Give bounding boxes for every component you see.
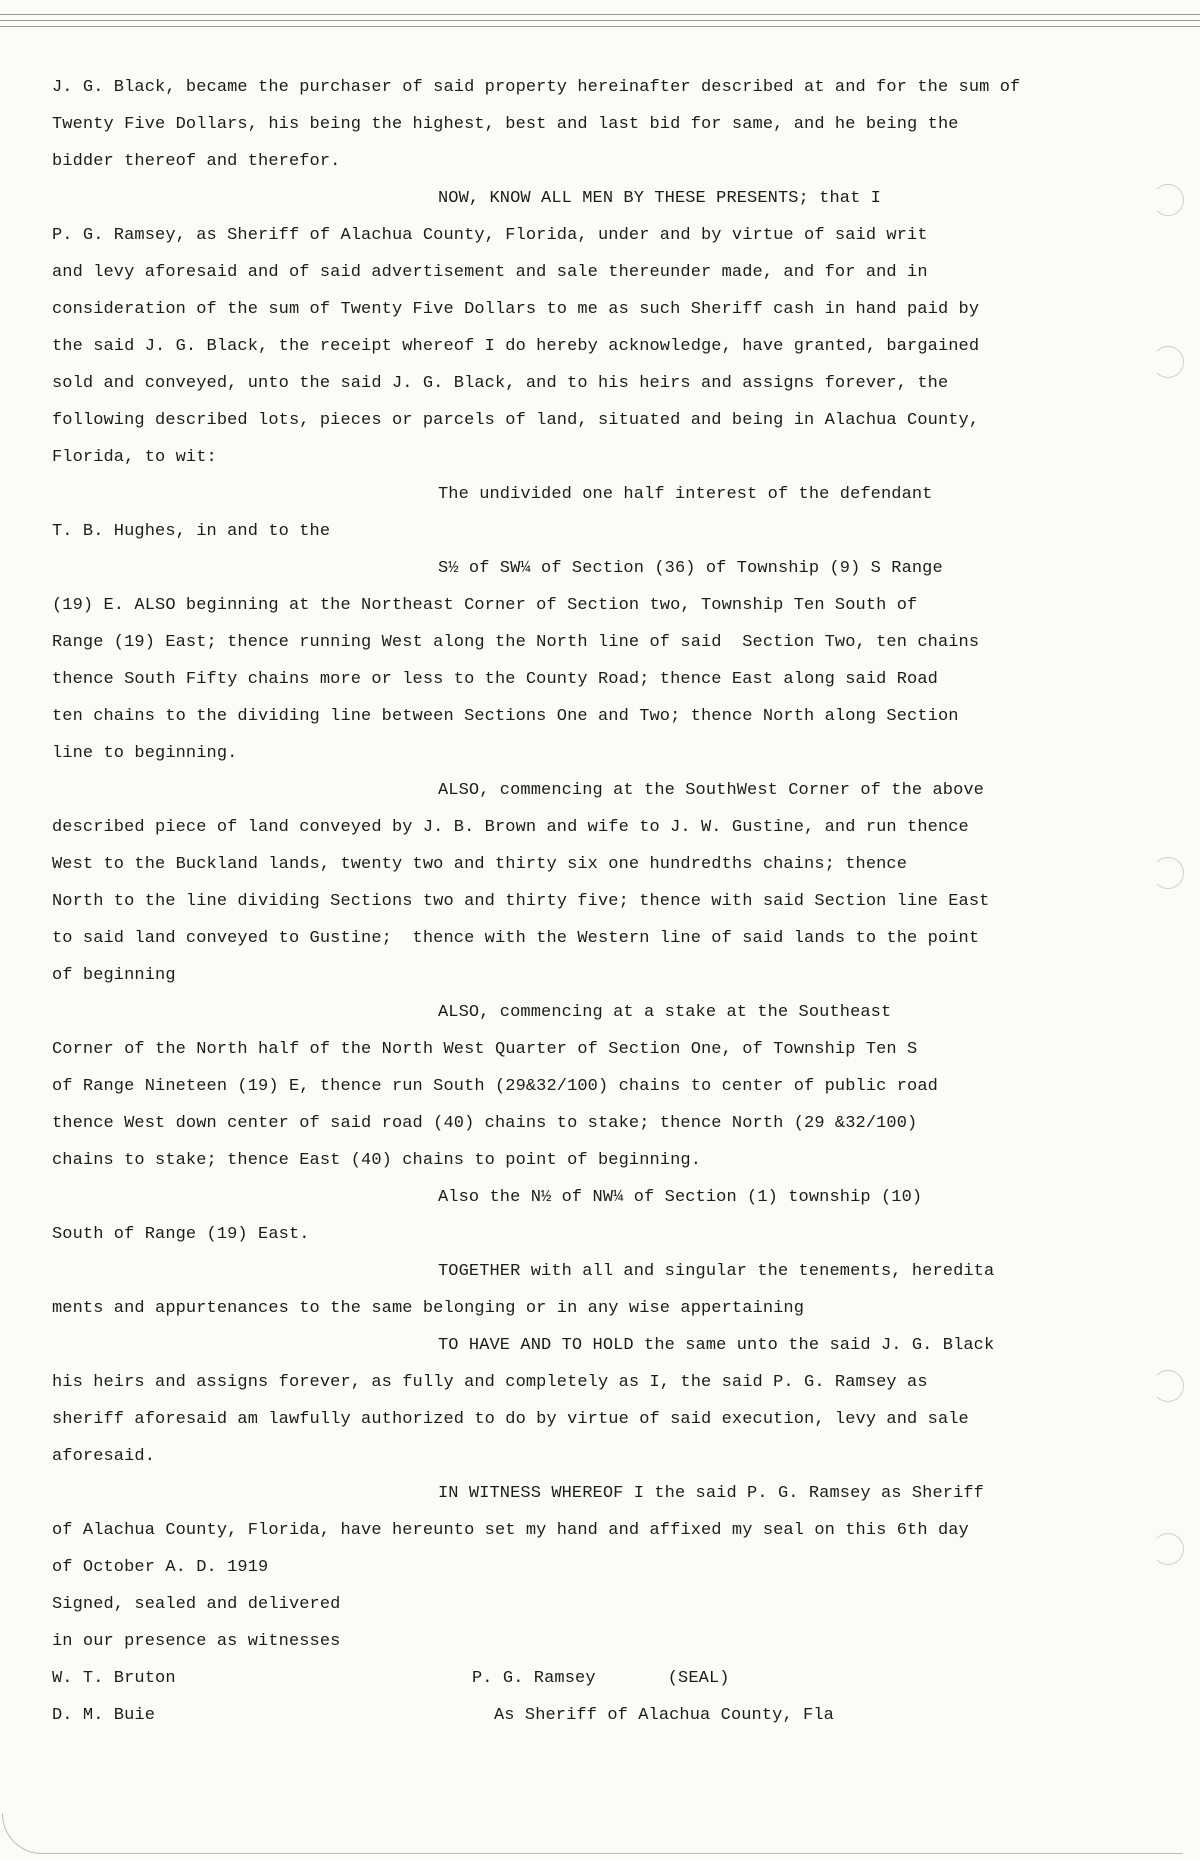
text-line: consideration of the sum of Twenty Five Dollars to me as such Sheriff cash in hand paid by bbox=[52, 300, 980, 319]
text-line: described piece of land conveyed by J. B. Brown and wife to J. W. Gustine, and run thence bbox=[52, 818, 969, 837]
text-line: ALSO, commencing at the SouthWest Corner of the above bbox=[438, 781, 984, 800]
text-line: W. T. Bruton bbox=[52, 1669, 176, 1688]
text-line: D. M. Buie bbox=[52, 1706, 156, 1725]
text-line: ten chains to the dividing line between Sections One and Two; thence North along Section bbox=[52, 707, 959, 726]
text-line: Range (19) East; thence running West along the North line of said Section Two, ten chains bbox=[52, 633, 980, 652]
text-line: (19) E. ALSO beginning at the Northeast Corner of Section two, Township Ten South of bbox=[52, 596, 918, 615]
text-line: T. B. Hughes, in and to the bbox=[52, 522, 331, 541]
text-line: in our presence as witnesses bbox=[52, 1632, 341, 1651]
text-line: S½ of SW¼ of Section (36) of Township (9) S Range bbox=[438, 559, 943, 578]
text-line: P. G. Ramsey, as Sheriff of Alachua County, Florida, under and by virtue of said writ bbox=[52, 226, 928, 245]
text-line: Signed, sealed and delivered bbox=[52, 1595, 341, 1614]
text-line: TO HAVE AND TO HOLD the same unto the said J. G. Black bbox=[438, 1336, 995, 1355]
text-line: sold and conveyed, unto the said J. G. Black, and to his heirs and assigns forever, the bbox=[52, 374, 949, 393]
text-line: sheriff aforesaid am lawfully authorized to do by virtue of said execution, levy and sale bbox=[52, 1410, 969, 1429]
top-rule bbox=[0, 14, 1200, 15]
text-line: The undivided one half interest of the defendant bbox=[438, 485, 933, 504]
text-line: NOW, KNOW ALL MEN BY THESE PRESENTS; that I bbox=[438, 189, 881, 208]
text-line: Twenty Five Dollars, his being the highest, best and last bid for same, and he being the bbox=[52, 115, 959, 134]
text-line: aforesaid. bbox=[52, 1447, 156, 1466]
text-line: chains to stake; thence East (40) chains to point of beginning. bbox=[52, 1151, 702, 1170]
signature-title: As Sheriff of Alachua County, Fla bbox=[494, 1706, 834, 1725]
text-line: Also the N½ of NW¼ of Section (1) township (10) bbox=[438, 1188, 923, 1207]
text-line: of Range Nineteen (19) E, thence run South (29&32/100) chains to center of public road bbox=[52, 1077, 938, 1096]
text-line: Florida, to wit: bbox=[52, 448, 217, 467]
text-line: following described lots, pieces or parcels of land, situated and being in Alachua County, bbox=[52, 411, 980, 430]
top-rule bbox=[0, 20, 1200, 21]
text-line: West to the Buckland lands, twenty two and thirty six one hundredths chains; thence bbox=[52, 855, 908, 874]
signature-line: P. G. Ramsey (SEAL) bbox=[472, 1669, 730, 1688]
punch-hole bbox=[1152, 857, 1184, 889]
text-line: TOGETHER with all and singular the tenements, heredita bbox=[438, 1262, 995, 1281]
text-line: the said J. G. Black, the receipt whereof I do hereby acknowledge, have granted, bargained bbox=[52, 337, 980, 356]
page-edge bbox=[2, 1813, 1183, 1854]
text-line: Corner of the North half of the North West Quarter of Section One, of Township Ten S bbox=[52, 1040, 918, 1059]
punch-hole bbox=[1152, 1533, 1184, 1565]
punch-hole bbox=[1152, 184, 1184, 216]
text-line: of Alachua County, Florida, have hereunto set my hand and affixed my seal on this 6th day bbox=[52, 1521, 969, 1540]
text-line: IN WITNESS WHEREOF I the said P. G. Ramsey as Sheriff bbox=[438, 1484, 984, 1503]
text-line: bidder thereof and therefor. bbox=[52, 152, 341, 171]
text-line: J. G. Black, became the purchaser of said property hereinafter described at and for the sum of bbox=[52, 78, 1021, 97]
text-line: ALSO, commencing at a stake at the Southeast bbox=[438, 1003, 892, 1022]
punch-hole bbox=[1152, 1370, 1184, 1402]
top-rule bbox=[0, 26, 1200, 27]
punch-hole bbox=[1152, 346, 1184, 378]
text-line: of October A. D. 1919 bbox=[52, 1558, 269, 1577]
text-line: and levy aforesaid and of said advertisement and sale thereunder made, and for and in bbox=[52, 263, 928, 282]
text-line: North to the line dividing Sections two and thirty five; thence with said Section line East bbox=[52, 892, 990, 911]
text-line: of beginning bbox=[52, 966, 176, 985]
text-line: his heirs and assigns forever, as fully and completely as I, the said P. G. Ramsey as bbox=[52, 1373, 928, 1392]
text-line: South of Range (19) East. bbox=[52, 1225, 310, 1244]
text-line: line to beginning. bbox=[52, 744, 238, 763]
text-line: ments and appurtenances to the same belonging or in any wise appertaining bbox=[52, 1299, 805, 1318]
text-line: thence West down center of said road (40) chains to stake; thence North (29 &32/100) bbox=[52, 1114, 918, 1133]
text-line: thence South Fifty chains more or less to the County Road; thence East along said Road bbox=[52, 670, 938, 689]
text-line: to said land conveyed to Gustine; thence with the Western line of said lands to the point bbox=[52, 929, 980, 948]
